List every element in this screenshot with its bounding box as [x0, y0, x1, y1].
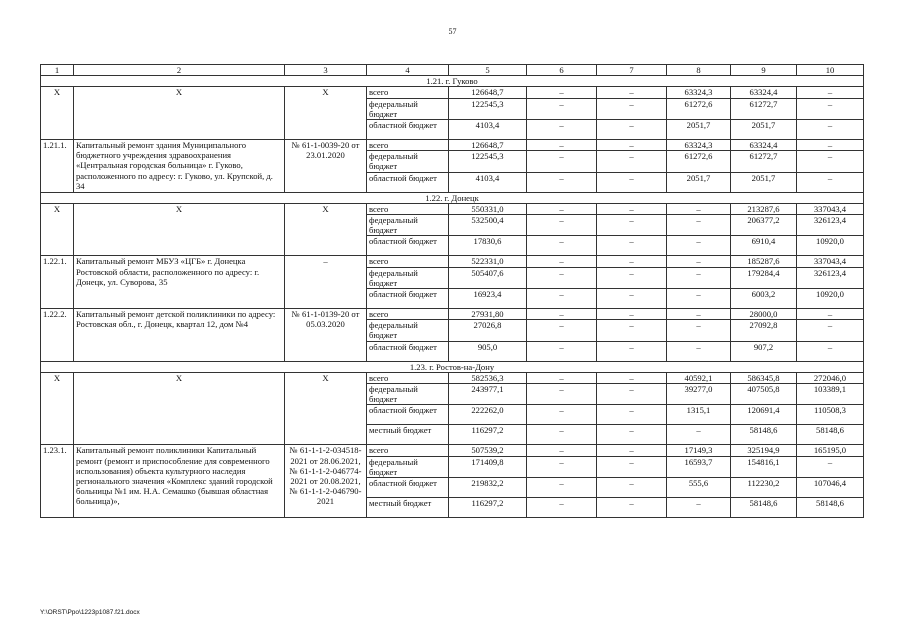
amount-cell: 154816,1	[731, 456, 797, 477]
amount-cell: –	[597, 341, 667, 361]
amount-cell: –	[527, 151, 597, 172]
amount-cell: –	[797, 309, 864, 320]
amount-cell: –	[667, 498, 731, 518]
amount-cell: 555,6	[667, 478, 731, 498]
funding-source-label: всего	[367, 87, 449, 98]
amount-cell: 126648,7	[449, 87, 527, 98]
funding-source-label: областной бюджет	[367, 478, 449, 498]
section-row	[41, 76, 864, 87]
amount-cell: –	[597, 289, 667, 309]
amount-cell: 206377,2	[731, 215, 797, 236]
amount-cell: 27026,8	[449, 320, 527, 341]
amount-cell: –	[597, 140, 667, 151]
amount-cell: –	[797, 320, 864, 341]
amount-cell: –	[527, 215, 597, 236]
amount-cell: 58148,6	[797, 498, 864, 518]
amount-cell: 112230,2	[731, 478, 797, 498]
amount-cell: 550331,0	[449, 203, 527, 214]
amount-cell: –	[597, 172, 667, 192]
x-mark-cell: Х	[285, 372, 367, 445]
amount-cell: 116297,2	[449, 498, 527, 518]
amount-cell: 40592,1	[667, 372, 731, 383]
amount-cell: 171409,8	[449, 456, 527, 477]
amount-cell: 407505,8	[731, 384, 797, 405]
amount-cell: 165195,0	[797, 445, 864, 456]
amount-cell: 122545,3	[449, 98, 527, 119]
header-row	[41, 65, 864, 76]
item-name: Капитальный ремонт поликлиники Капитальный ремонт (ремонт и приспособление для современного использования) объекта культурного наследия регионального значения «Комплекс зданий городской больницы №1 им. Н.А. Семашко (бывшая областная больница)»,	[74, 445, 285, 518]
amount-cell: –	[527, 341, 597, 361]
amount-cell: –	[597, 203, 667, 214]
amount-cell: 2051,7	[667, 120, 731, 140]
funding-source-label: всего	[367, 372, 449, 383]
amount-cell: 505407,6	[449, 267, 527, 288]
amount-cell: 337043,4	[797, 256, 864, 267]
amount-cell: –	[527, 236, 597, 256]
funding-source-label: федеральный бюджет	[367, 215, 449, 236]
funding-source-label: местный бюджет	[367, 425, 449, 445]
amount-cell: 522331,0	[449, 256, 527, 267]
amount-cell: 905,0	[449, 341, 527, 361]
amount-cell: 6910,4	[731, 236, 797, 256]
section-title: 1.23. г. Ростов-на-Дону	[41, 361, 864, 372]
amount-cell: –	[667, 215, 731, 236]
funding-source-label: областной бюджет	[367, 341, 449, 361]
amount-cell: 17830,6	[449, 236, 527, 256]
amount-cell: 16593,7	[667, 456, 731, 477]
amount-cell: –	[797, 341, 864, 361]
item-name: Капитальный ремонт детской поликлиники по адресу: Ростовская обл., г. Донецк, квартал 12, дом №4	[74, 309, 285, 362]
amount-cell: –	[797, 140, 864, 151]
amount-cell: –	[597, 478, 667, 498]
amount-cell: –	[527, 172, 597, 192]
amount-cell: 4103,4	[449, 120, 527, 140]
amount-cell: –	[597, 445, 667, 456]
header-cell: 7	[597, 65, 667, 76]
amount-cell: 63324,3	[667, 87, 731, 98]
amount-cell: –	[527, 478, 597, 498]
budget-table	[40, 64, 864, 518]
x-mark-cell: Х	[285, 203, 367, 256]
amount-cell: –	[527, 256, 597, 267]
section-title: 1.22. г. Донецк	[41, 192, 864, 203]
amount-cell: 219832,2	[449, 478, 527, 498]
item-name: Капитальный ремонт МБУЗ «ЦГБ» г. Донецка Ростовской области, расположенного по адресу: г. Донецк, ул. Суворова, 35	[74, 256, 285, 309]
amount-cell: 179284,4	[731, 267, 797, 288]
amount-cell: 272046,0	[797, 372, 864, 383]
funding-source-label: всего	[367, 445, 449, 456]
amount-cell: 58148,6	[797, 425, 864, 445]
amount-cell: 27092,8	[731, 320, 797, 341]
x-mark-cell: Х	[74, 203, 285, 256]
amount-cell: –	[597, 98, 667, 119]
amount-cell: 63324,3	[667, 140, 731, 151]
item-number: 1.21.1.	[41, 140, 74, 193]
amount-cell: –	[527, 372, 597, 383]
item-document: № 61-1-0139-20 от 05.03.2020	[285, 309, 367, 362]
funding-source-label: областной бюджет	[367, 289, 449, 309]
amount-cell: –	[527, 98, 597, 119]
amount-cell: 27931,80	[449, 309, 527, 320]
funding-source-label: федеральный бюджет	[367, 320, 449, 341]
funding-source-label: федеральный бюджет	[367, 267, 449, 288]
amount-cell: –	[597, 405, 667, 425]
total-row	[41, 203, 864, 214]
amount-cell: –	[667, 267, 731, 288]
amount-cell: 326123,4	[797, 215, 864, 236]
section-row	[41, 361, 864, 372]
amount-cell: 507539,2	[449, 445, 527, 456]
item-document: № 61-1-0039-20 от 23.01.2020	[285, 140, 367, 193]
amount-cell: –	[797, 87, 864, 98]
amount-cell: –	[527, 309, 597, 320]
amount-cell: 10920,0	[797, 289, 864, 309]
amount-cell: 28000,0	[731, 309, 797, 320]
amount-cell: 2051,7	[667, 172, 731, 192]
amount-cell: 63324,4	[731, 87, 797, 98]
amount-cell: 103389,1	[797, 384, 864, 405]
item-number: 1.22.1.	[41, 256, 74, 309]
section-title: 1.21. г. Гуково	[41, 76, 864, 87]
amount-cell: 58148,6	[731, 425, 797, 445]
header-cell: 3	[285, 65, 367, 76]
funding-source-label: всего	[367, 309, 449, 320]
item-number: 1.22.2.	[41, 309, 74, 362]
amount-cell: 116297,2	[449, 425, 527, 445]
amount-cell: –	[667, 203, 731, 214]
amount-cell: –	[667, 320, 731, 341]
funding-source-label: всего	[367, 140, 449, 151]
header-cell: 10	[797, 65, 864, 76]
amount-cell: –	[597, 256, 667, 267]
amount-cell: –	[527, 456, 597, 477]
header-cell: 1	[41, 65, 74, 76]
header-cell: 9	[731, 65, 797, 76]
amount-cell: 243977,1	[449, 384, 527, 405]
x-mark-cell: Х	[285, 87, 367, 140]
amount-cell: 326123,4	[797, 267, 864, 288]
amount-cell: –	[597, 456, 667, 477]
amount-cell: 61272,7	[731, 151, 797, 172]
amount-cell: –	[797, 456, 864, 477]
amount-cell: 213287,6	[731, 203, 797, 214]
amount-cell: –	[667, 425, 731, 445]
item-document: –	[285, 256, 367, 309]
amount-cell: 325194,9	[731, 445, 797, 456]
amount-cell: –	[667, 236, 731, 256]
amount-cell: –	[597, 236, 667, 256]
amount-cell: –	[527, 445, 597, 456]
total-row	[41, 87, 864, 98]
amount-cell: –	[527, 289, 597, 309]
amount-cell: 120691,4	[731, 405, 797, 425]
amount-cell: –	[527, 320, 597, 341]
amount-cell: –	[597, 215, 667, 236]
item-document: № 61-1-1-2-034518-2021 от 28.06.2021, № 61-1-1-2-046774-2021 от 20.08.2021, № 61-1-1-2-046790-2021	[285, 445, 367, 518]
amount-cell: –	[597, 498, 667, 518]
funding-source-label: всего	[367, 256, 449, 267]
amount-cell: 126648,7	[449, 140, 527, 151]
amount-cell: 2051,7	[731, 120, 797, 140]
amount-cell: 122545,3	[449, 151, 527, 172]
amount-cell: 107046,4	[797, 478, 864, 498]
page-number: 57	[448, 27, 457, 36]
amount-cell: 10920,0	[797, 236, 864, 256]
amount-cell: –	[597, 309, 667, 320]
header-cell: 2	[74, 65, 285, 76]
item-number: 1.23.1.	[41, 445, 74, 518]
amount-cell: 2051,7	[731, 172, 797, 192]
amount-cell: –	[667, 289, 731, 309]
amount-cell: –	[527, 498, 597, 518]
amount-cell: –	[597, 87, 667, 98]
amount-cell: –	[527, 203, 597, 214]
funding-source-label: областной бюджет	[367, 405, 449, 425]
x-mark-cell: Х	[41, 203, 74, 256]
amount-cell: –	[797, 172, 864, 192]
amount-cell: –	[797, 120, 864, 140]
funding-source-label: областной бюджет	[367, 172, 449, 192]
amount-cell: –	[597, 384, 667, 405]
funding-source-label: областной бюджет	[367, 120, 449, 140]
amount-cell: –	[527, 425, 597, 445]
funding-source-label: местный бюджет	[367, 498, 449, 518]
amount-cell: –	[597, 151, 667, 172]
amount-cell: –	[597, 267, 667, 288]
amount-cell: 16923,4	[449, 289, 527, 309]
x-mark-cell: Х	[41, 372, 74, 445]
amount-cell: –	[527, 120, 597, 140]
amount-cell: –	[597, 372, 667, 383]
funding-source-label: федеральный бюджет	[367, 384, 449, 405]
amount-cell: 58148,6	[731, 498, 797, 518]
amount-cell: 586345,8	[731, 372, 797, 383]
amount-cell: 61272,6	[667, 151, 731, 172]
amount-cell: 39277,0	[667, 384, 731, 405]
amount-cell: 185287,6	[731, 256, 797, 267]
file-path-footer: Y:\ORST\Ppo\1223p1087.f21.docx	[40, 609, 140, 616]
funding-source-label: областной бюджет	[367, 236, 449, 256]
amount-cell: 61272,7	[731, 98, 797, 119]
amount-cell: 17149,3	[667, 445, 731, 456]
amount-cell: 1315,1	[667, 405, 731, 425]
amount-cell: –	[597, 120, 667, 140]
item-name: Капитальный ремонт здания Муниципального бюджетного учреждения здравоохранения «Центральная городская больница» г. Гуково, расположенного по адресу: г. Гуково, ул. Крупской, д. 34	[74, 140, 285, 193]
funding-source-label: федеральный бюджет	[367, 456, 449, 477]
amount-cell: –	[527, 267, 597, 288]
header-cell: 6	[527, 65, 597, 76]
amount-cell: –	[797, 98, 864, 119]
x-mark-cell: Х	[41, 87, 74, 140]
amount-cell: –	[527, 405, 597, 425]
header-cell: 5	[449, 65, 527, 76]
amount-cell: –	[667, 341, 731, 361]
total-row	[41, 372, 864, 383]
amount-cell: 222262,0	[449, 405, 527, 425]
amount-cell: 907,2	[731, 341, 797, 361]
amount-cell: –	[527, 87, 597, 98]
item-row	[41, 309, 864, 320]
amount-cell: –	[597, 425, 667, 445]
amount-cell: 61272,6	[667, 98, 731, 119]
section-row	[41, 192, 864, 203]
amount-cell: 4103,4	[449, 172, 527, 192]
header-cell: 8	[667, 65, 731, 76]
amount-cell: 110508,3	[797, 405, 864, 425]
amount-cell: 63324,4	[731, 140, 797, 151]
funding-source-label: всего	[367, 203, 449, 214]
amount-cell: –	[597, 320, 667, 341]
amount-cell: 582536,3	[449, 372, 527, 383]
item-row	[41, 256, 864, 267]
item-row	[41, 140, 864, 151]
funding-source-label: федеральный бюджет	[367, 98, 449, 119]
amount-cell: –	[667, 309, 731, 320]
amount-cell: –	[797, 151, 864, 172]
funding-source-label: федеральный бюджет	[367, 151, 449, 172]
item-row	[41, 445, 864, 456]
x-mark-cell: Х	[74, 87, 285, 140]
amount-cell: –	[527, 384, 597, 405]
amount-cell: –	[527, 140, 597, 151]
header-cell: 4	[367, 65, 449, 76]
x-mark-cell: Х	[74, 372, 285, 445]
amount-cell: 337043,4	[797, 203, 864, 214]
amount-cell: 532500,4	[449, 215, 527, 236]
amount-cell: –	[667, 256, 731, 267]
amount-cell: 6003,2	[731, 289, 797, 309]
